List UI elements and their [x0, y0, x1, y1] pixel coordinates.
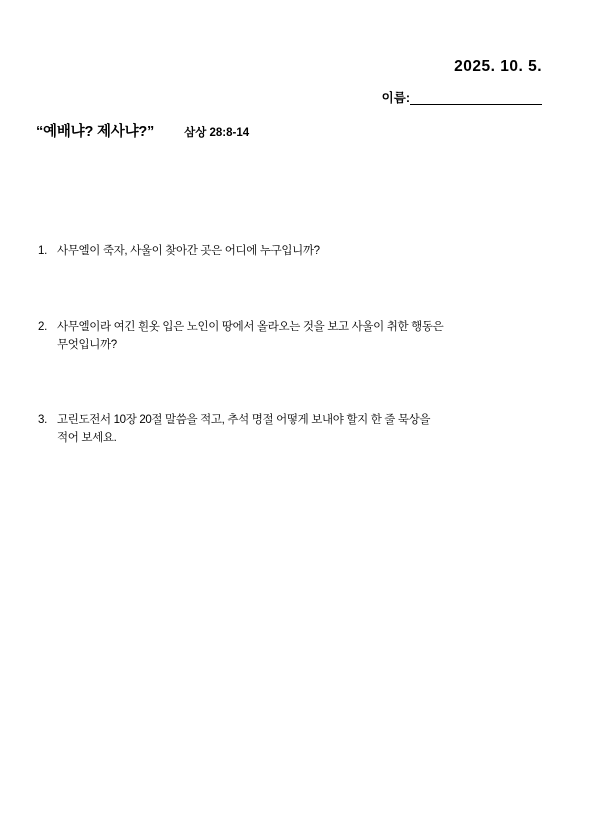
title-row [36, 120, 249, 141]
question-line-continued: 적어 보세요. [57, 432, 117, 445]
list-item [38, 412, 558, 448]
question-text [57, 243, 320, 261]
page-title: “예배냐? 제사냐?” [36, 124, 155, 140]
name-field-row [382, 90, 542, 105]
question-number: 2. [38, 320, 47, 333]
question-text [57, 412, 430, 448]
list-item [38, 319, 558, 355]
list-item [38, 243, 558, 261]
name-input-blank[interactable] [410, 90, 542, 105]
scripture-reference: 삼상 28:8-14 [184, 127, 250, 139]
question-text [57, 319, 443, 355]
question-line: 사무엘이 죽자, 사울이 찾아간 곳은 어디에 누구입니까? [57, 245, 320, 257]
document-date: 2025. 10. 5. [454, 58, 542, 75]
question-line: 사무엘이라 여긴 흰옷 입은 노인이 땅에서 올라오는 것을 보고 사울이 취한 행동은 [57, 320, 444, 333]
question-list [38, 243, 558, 506]
name-label: 이름: [381, 90, 410, 105]
question-line-continued: 무엇입니까? [57, 338, 117, 351]
question-line: 고린도전서 10장 20절 말씀을 적고, 추석 명절 어떻게 보내야 할지 한 줄 묵상을 [57, 414, 431, 427]
question-number: 1. [38, 245, 47, 257]
question-number: 3. [38, 414, 47, 427]
